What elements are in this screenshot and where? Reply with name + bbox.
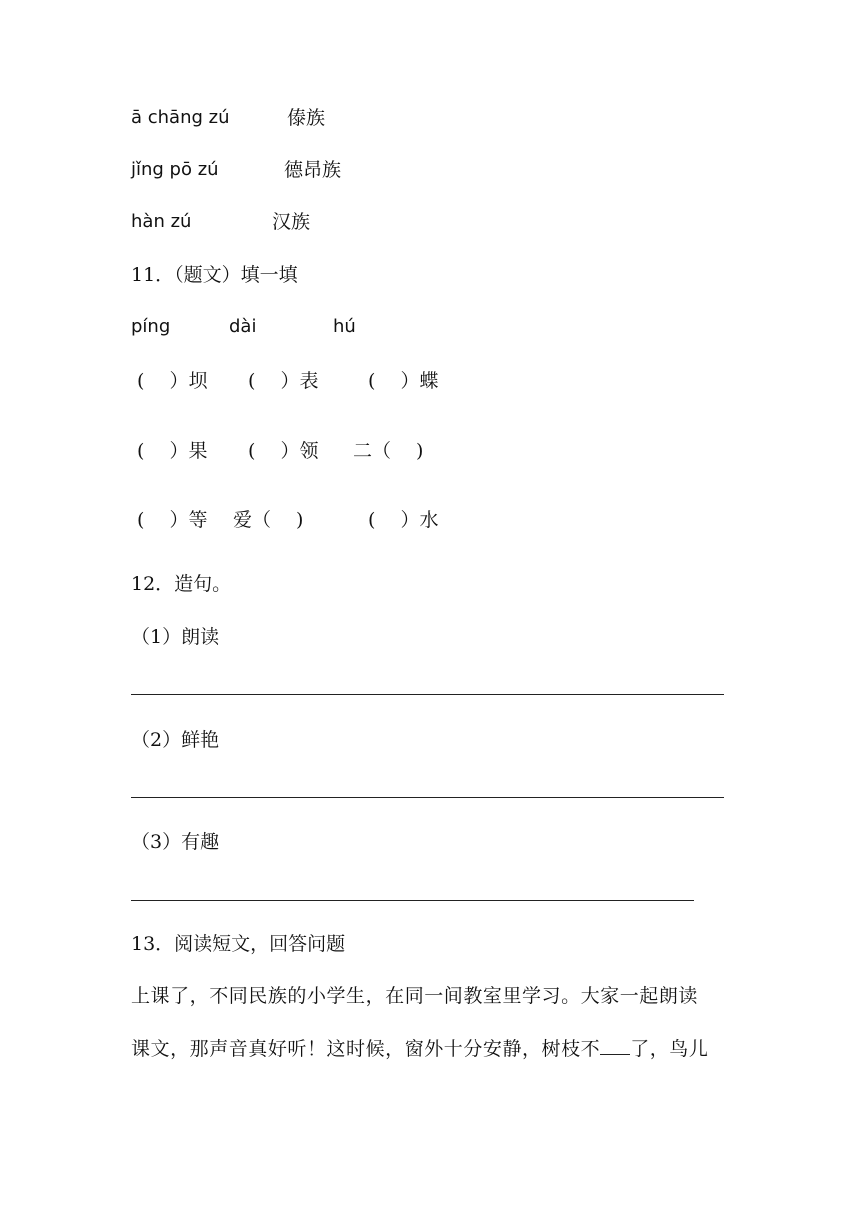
passage-line: 上课了，不同民族的小学生，在同一间教室里学习。大家一起朗读: [131, 985, 698, 1007]
passage-text: 课文，那声音真好听！这时候，窗外十分安静，树枝不: [131, 1038, 601, 1060]
q11-pinyin: píng: [131, 316, 171, 337]
fill-blank-item: 二（ ): [353, 440, 424, 462]
hanzi-text: 傣族: [287, 107, 326, 129]
fill-blank-item: ( ）等: [137, 509, 208, 531]
answer-line[interactable]: [131, 797, 724, 798]
question-11-title: 11．（题文）填一填: [131, 264, 298, 286]
sentence-item: （1）朗读: [131, 626, 220, 648]
fill-blank-item: ( ）果: [137, 440, 208, 462]
answer-line[interactable]: [131, 694, 724, 695]
q11-pinyin: hú: [333, 316, 356, 337]
q11-pinyin: dài: [229, 316, 257, 337]
pinyin-text: ā chāng zú: [131, 107, 230, 128]
passage-text: 了，鸟儿: [630, 1038, 709, 1060]
hanzi-text: 德昂族: [284, 159, 342, 181]
pinyin-text: jǐng pō zú: [131, 159, 219, 180]
pinyin-text: hàn zú: [131, 211, 192, 232]
fill-blank-item: ( ）蝶: [368, 370, 439, 392]
fill-blank-item: ( ）领: [248, 440, 319, 462]
fill-blank-item: ( ）坝: [137, 370, 208, 392]
passage-line: [131, 1036, 708, 1061]
fill-blank-item: 爱（ ): [233, 509, 304, 531]
fill-blank-item: ( ）表: [248, 370, 319, 392]
hanzi-text: 汉族: [272, 211, 311, 233]
sentence-item: （3）有趣: [131, 831, 220, 853]
sentence-item: （2）鲜艳: [131, 729, 220, 751]
question-12-title: 12．造句。: [131, 573, 232, 595]
passage-blank[interactable]: [600, 1036, 630, 1055]
answer-line[interactable]: [131, 900, 694, 901]
fill-blank-item: ( ）水: [368, 509, 439, 531]
question-13-title: 13．阅读短文，回答问题: [131, 933, 346, 955]
